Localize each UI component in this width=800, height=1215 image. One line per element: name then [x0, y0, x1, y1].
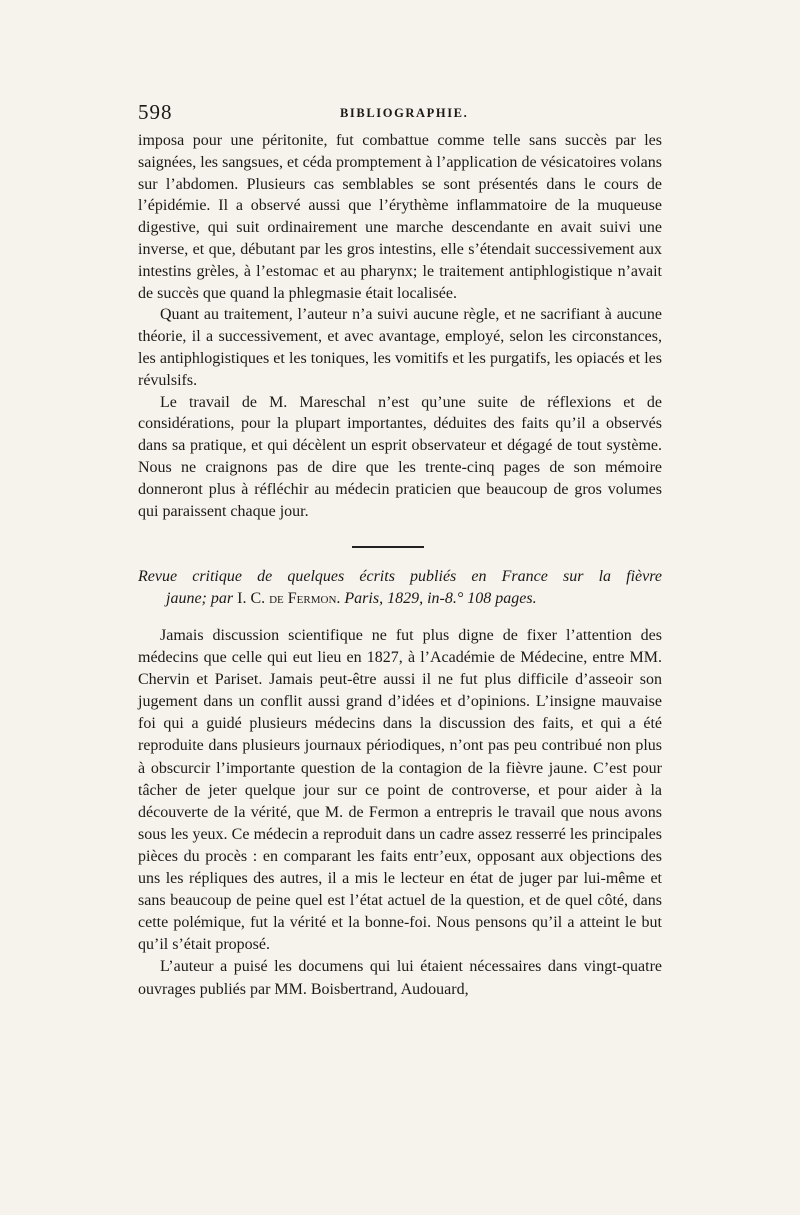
review-publication: Paris, 1829, in-8.° 108 pages. [344, 590, 537, 607]
paragraph: imposa pour une péritonite, fut combattue comme telle sans succès par les saignées, les sangsues, et céda promptement à l’application de vésicatoires volans sur l’abdomen. Plusieurs cas semblables se sont présentés dans le cours de l’épidémie. Il a observé aussi que l’érythème inflammatoire de la muqueuse digestive, qui suit ordinairement une marche descendante en avait suivi une inverse, et que, débutant par les gros intestins, elle s’étendait successivement aux intestins grèles, à l’estomac et au pharynx; le traitement antiphlogistique n’avait de succès que quand la phlegmasie était localisée. [138, 132, 662, 302]
paragraph: L’auteur a puisé les documens qui lui étaient nécessaires dans vingt-quatre ouvrages publiés par MM. Boisbertrand, Audouard, [138, 958, 662, 998]
review-title-line [138, 588, 662, 610]
review-title-line: Revue critique de quelques écrits publiés en France sur la fièvre [138, 568, 662, 585]
bibliography-entry-continued [138, 130, 662, 522]
review-title-continuation: jaune; par [166, 590, 234, 607]
section-divider [352, 546, 424, 548]
running-head: BIBLIOGRAPHIE. [340, 106, 469, 120]
paragraph: Le travail de M. Mareschal n’est qu’une suite de réflexions et de considérations, pour la plupart importantes, déduites des faits qu’il a observés dans sa pratique, et qui décèlent un esprit observateur et dégagé de tout système. Nous ne craignons pas de dire que les trente-cinq pages de son mémoire donneront plus à réfléchir au médecin praticien que beaucoup de gros volumes qui paraissent chaque jour. [138, 393, 662, 520]
paragraph: Quant au traitement, l’auteur n’a suivi aucune règle, et ne sacrifiant à aucune théorie, il a successivement, et avec avantage, employé, selon les circonstances, les antiphlogistiques et les toniques, les vomitifs et les purgatifs, les opiacés et les révulsifs. [138, 306, 662, 389]
page-number: 598 [138, 100, 173, 124]
page-header [138, 100, 662, 128]
review-author: I. C. de Fermon. [237, 590, 341, 607]
review-body [138, 625, 662, 1001]
paragraph: Jamais discussion scientifique ne fut plus digne de fixer l’attention des médecins que celle qui eut lieu en 1827, à l’Académie de Médecine, entre MM. Chervin et Pariset. Jamais peut-être aussi il ne fut plus difficile d’asseoir son jugement dans un conflit aussi grand d’idées et d’opinions. L’insigne mauvaise foi qui a guidé plusieurs médecins dans la discussion des faits, et qui a été reproduite dans plusieurs journaux périodiques, n’ont pas peu contribué non plus à obscurcir l’importante question de la contagion de la fièvre jaune. C’est pour tâcher de jeter quelque jour sur ce point de controverse, et pour aider à la découverte de la vérité, que M. de Fermon a entrepris le travail que nous avons sous les yeux. Ce médecin a reproduit dans un cadre assez resserré les principales pièces du procès : en comparant les faits entr’eux, opposant aux objections des uns les répliques des autres, il a mis le lecteur en état de juger par lui-même et sans beaucoup de peine quel est l’état actuel de la question, et de quel côté, dans cette polémique, fut la vérité et la bonne-foi. Nous pensons qu’il a atteint le but qu’il s’était proposé. [138, 627, 662, 954]
review-title [138, 566, 662, 610]
